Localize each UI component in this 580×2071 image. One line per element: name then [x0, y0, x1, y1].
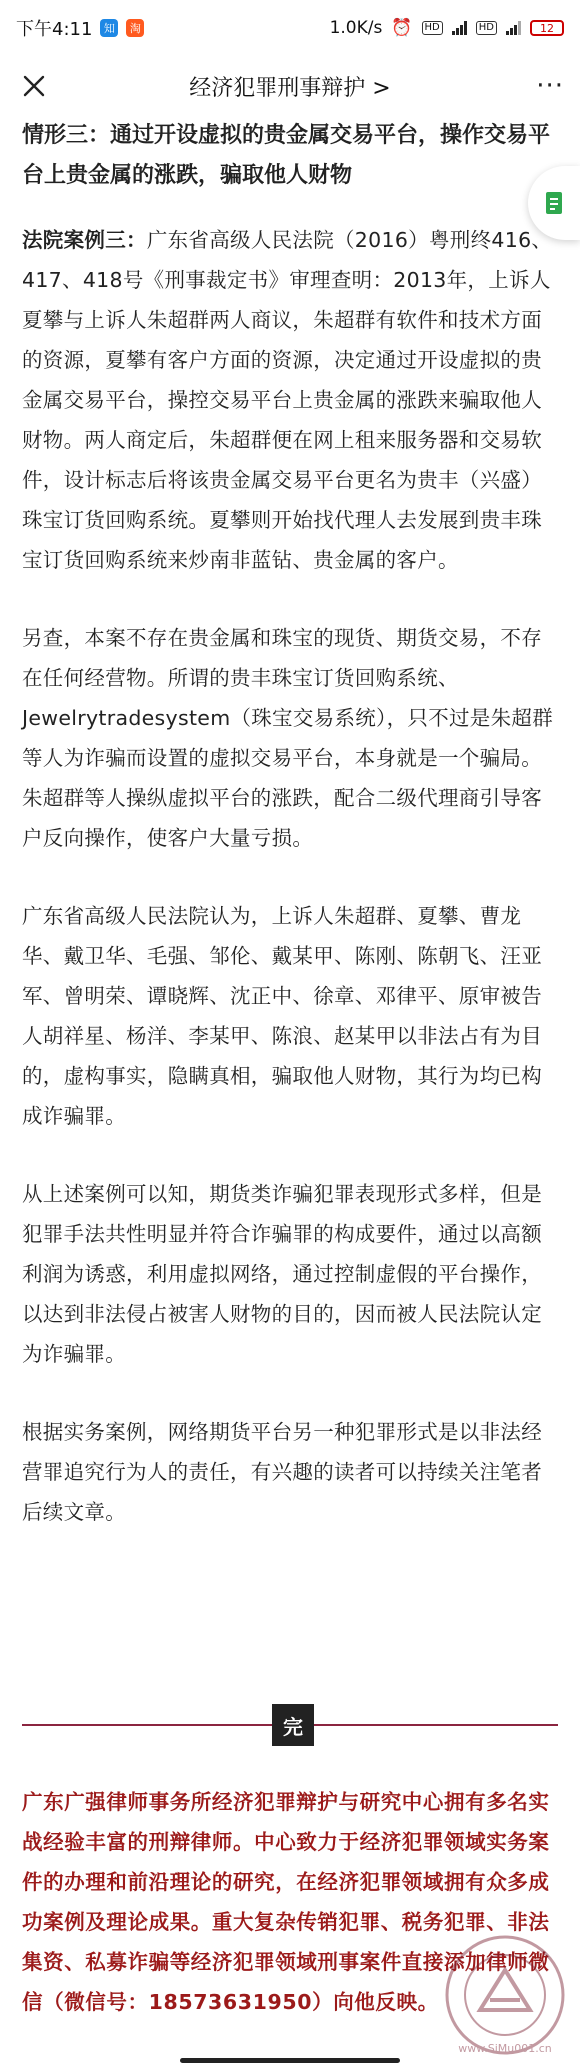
hd-icon-2: HD	[476, 21, 497, 35]
close-button[interactable]	[16, 68, 52, 104]
network-speed: 1.0K/s	[329, 18, 383, 38]
battery-icon: 12	[530, 20, 564, 36]
paragraph-2: 另查，本案不存在贵金属和珠宝的现货、期货交易，不存在任何经营物。所谓的贵丰珠宝订货回购系统、Jewelrytradesystem（珠宝交易系统），只不过是朱超群等人为诈骗而设置的虚拟交易平台，本身就是一个骗局。朱超群等人操纵虚拟平台的涨跌，配合二级代理商引导客户反向操作，使客户大量亏损。	[22, 626, 554, 850]
paragraph-4: 从上述案例可以知，期货类诈骗犯罪表现形式多样，但是犯罪手法共性明显并符合诈骗罪的构成要件，通过以高额利润为诱惑，利用虚拟网络，通过控制虚假的平台操作，以达到非法侵占被害人财物的目的，因而被人民法院认定为诈骗罪。	[22, 1182, 542, 1366]
status-bar	[0, 0, 580, 56]
close-icon	[23, 75, 45, 97]
signal-icon-2	[506, 21, 521, 35]
end-mark: 完	[272, 1704, 314, 1746]
page-title[interactable]: 经济犯罪刑事辩护 >	[189, 75, 391, 101]
zhihu-app-icon: 知	[100, 19, 118, 37]
section-heading: 情形三：通过开设虚拟的贵金属交易平台，操作交易平台上贵金属的涨跌，骗取他人财物	[22, 123, 551, 188]
case-label: 法院案例三：	[22, 228, 147, 252]
hd-icon: HD	[422, 21, 443, 35]
case-paragraph	[22, 220, 558, 580]
watermark-logo	[440, 1930, 570, 2060]
alarm-icon: ⏰	[391, 18, 413, 38]
case-text: 广东省高级人民法院（2016）粤刑终416、417、418号《刑事裁定书》审理查明：2013年，上诉人夏攀与上诉人朱超群两人商议，朱超群有软件和技术方面的资源，夏攀有客户方面的资源，决定通过开设虚拟的贵金属交易平台，操控交易平台上贵金属的涨跌来骗取他人财物。两人商定后，朱超群便在网上租来服务器和交易软件，设计标志后将该贵金属交易平台更名为贵丰（兴盛）珠宝订货回购系统。夏攀则开始找代理人去发展到贵丰珠宝订货回购系统来炒南非蓝钻、贵金属的客户。	[22, 228, 553, 572]
signal-icon-1	[452, 21, 467, 35]
watermark-text: www.SiMu001.cn	[458, 2042, 552, 2055]
title-bar	[0, 56, 580, 116]
status-time: 下午4:11	[16, 19, 93, 40]
more-options-button[interactable]: ···	[536, 71, 564, 101]
article-body	[22, 116, 558, 1570]
taobao-app-icon: 淘	[126, 19, 144, 37]
paragraph-3: 广东省高级人民法院认为，上诉人朱超群、夏攀、曹龙华、戴卫华、毛强、邹伦、戴某甲、陈刚、陈朝飞、汪亚军、曾明荣、谭晓辉、沈正中、徐章、邓律平、原审被告人胡祥星、杨洋、李某甲、陈浪、赵某甲以非法占有为目的，虚构事实，隐瞒真相，骗取他人财物，其行为均已构成诈骗罪。	[22, 904, 542, 1128]
firm-footer: 广东广强律师事务所经济犯罪辩护与研究中心拥有多名实战经验丰富的刑辩律师。中心致力于经济犯罪领域实务案件的办理和前沿理论的研究，在经济犯罪领域拥有众多成功案例及理论成果。重大复杂传销犯罪、税务犯罪、非法集资、私募诈骗等经济犯罪领域刑事案件直接添加律师微信（微信号：18573631950）向他反映。	[22, 1790, 550, 2014]
end-divider	[22, 1704, 558, 1746]
home-indicator[interactable]	[180, 2058, 400, 2063]
paragraph-5: 根据实务案例，网络期货平台另一种犯罪形式是以非法经营罪追究行为人的责任，有兴趣的读者可以持续关注笔者后续文章。	[22, 1420, 542, 1524]
